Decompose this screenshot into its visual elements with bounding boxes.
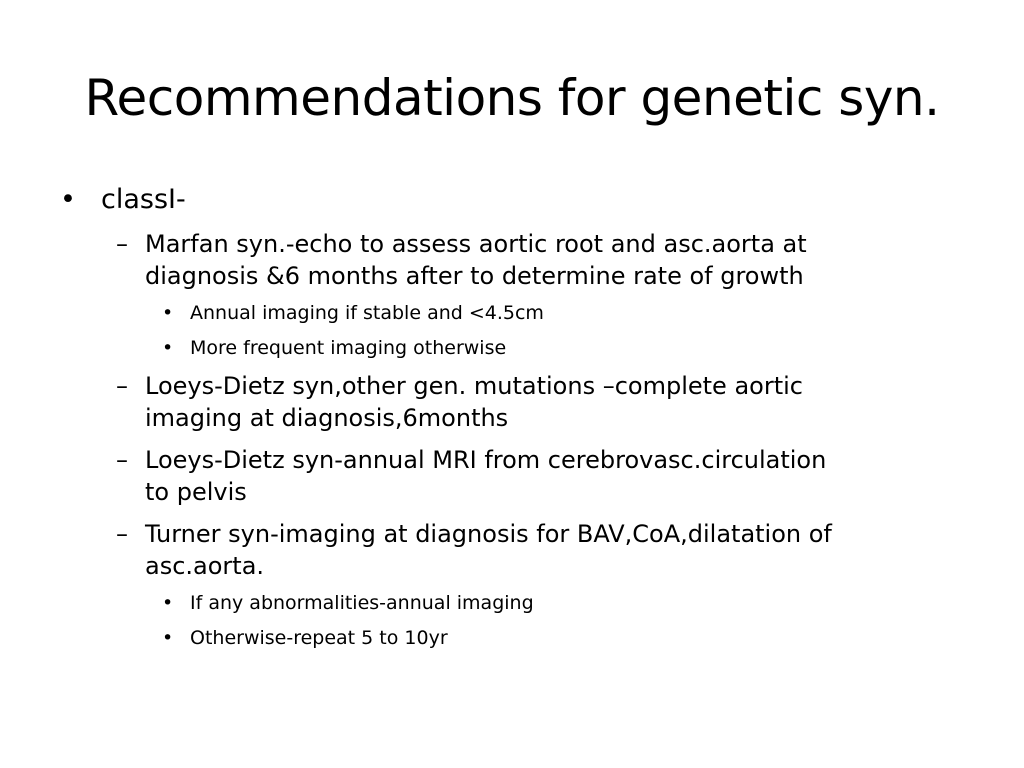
list-item-level2: Loeys-Dietz syn-annual MRI from cerebrovasc.circulation: [145, 446, 827, 474]
slide-title: Recommendations for genetic syn.: [84, 69, 940, 127]
list-item-level2-continuation: imaging at diagnosis,6months: [145, 404, 509, 432]
dash-icon: –: [116, 446, 128, 474]
bullet-icon: •: [162, 337, 174, 359]
bullet-icon: •: [162, 592, 174, 614]
list-item-level1: classI-: [101, 184, 186, 215]
dash-icon: –: [116, 520, 128, 548]
list-item-level2: Turner syn-imaging at diagnosis for BAV,CoA,dilatation of: [145, 520, 832, 548]
bullet-icon: •: [162, 302, 174, 324]
list-item-level3: If any abnormalities-annual imaging: [190, 592, 534, 614]
bullet-icon: •: [60, 184, 76, 215]
list-item-level2-continuation: to pelvis: [145, 478, 247, 506]
list-item-level2-continuation: asc.aorta.: [145, 552, 265, 580]
dash-icon: –: [116, 372, 128, 400]
list-item-level3: More frequent imaging otherwise: [190, 337, 507, 359]
bullet-icon: •: [162, 627, 174, 649]
dash-icon: –: [116, 230, 128, 258]
list-item-level3: Otherwise-repeat 5 to 10yr: [190, 627, 448, 649]
list-item-level3: Annual imaging if stable and <4.5cm: [190, 302, 544, 324]
list-item-level2: Loeys-Dietz syn,other gen. mutations –complete aortic: [145, 372, 803, 400]
list-item-level2-continuation: diagnosis &6 months after to determine rate of growth: [145, 262, 804, 290]
list-item-level2: Marfan syn.-echo to assess aortic root and asc.aorta at: [145, 230, 807, 258]
